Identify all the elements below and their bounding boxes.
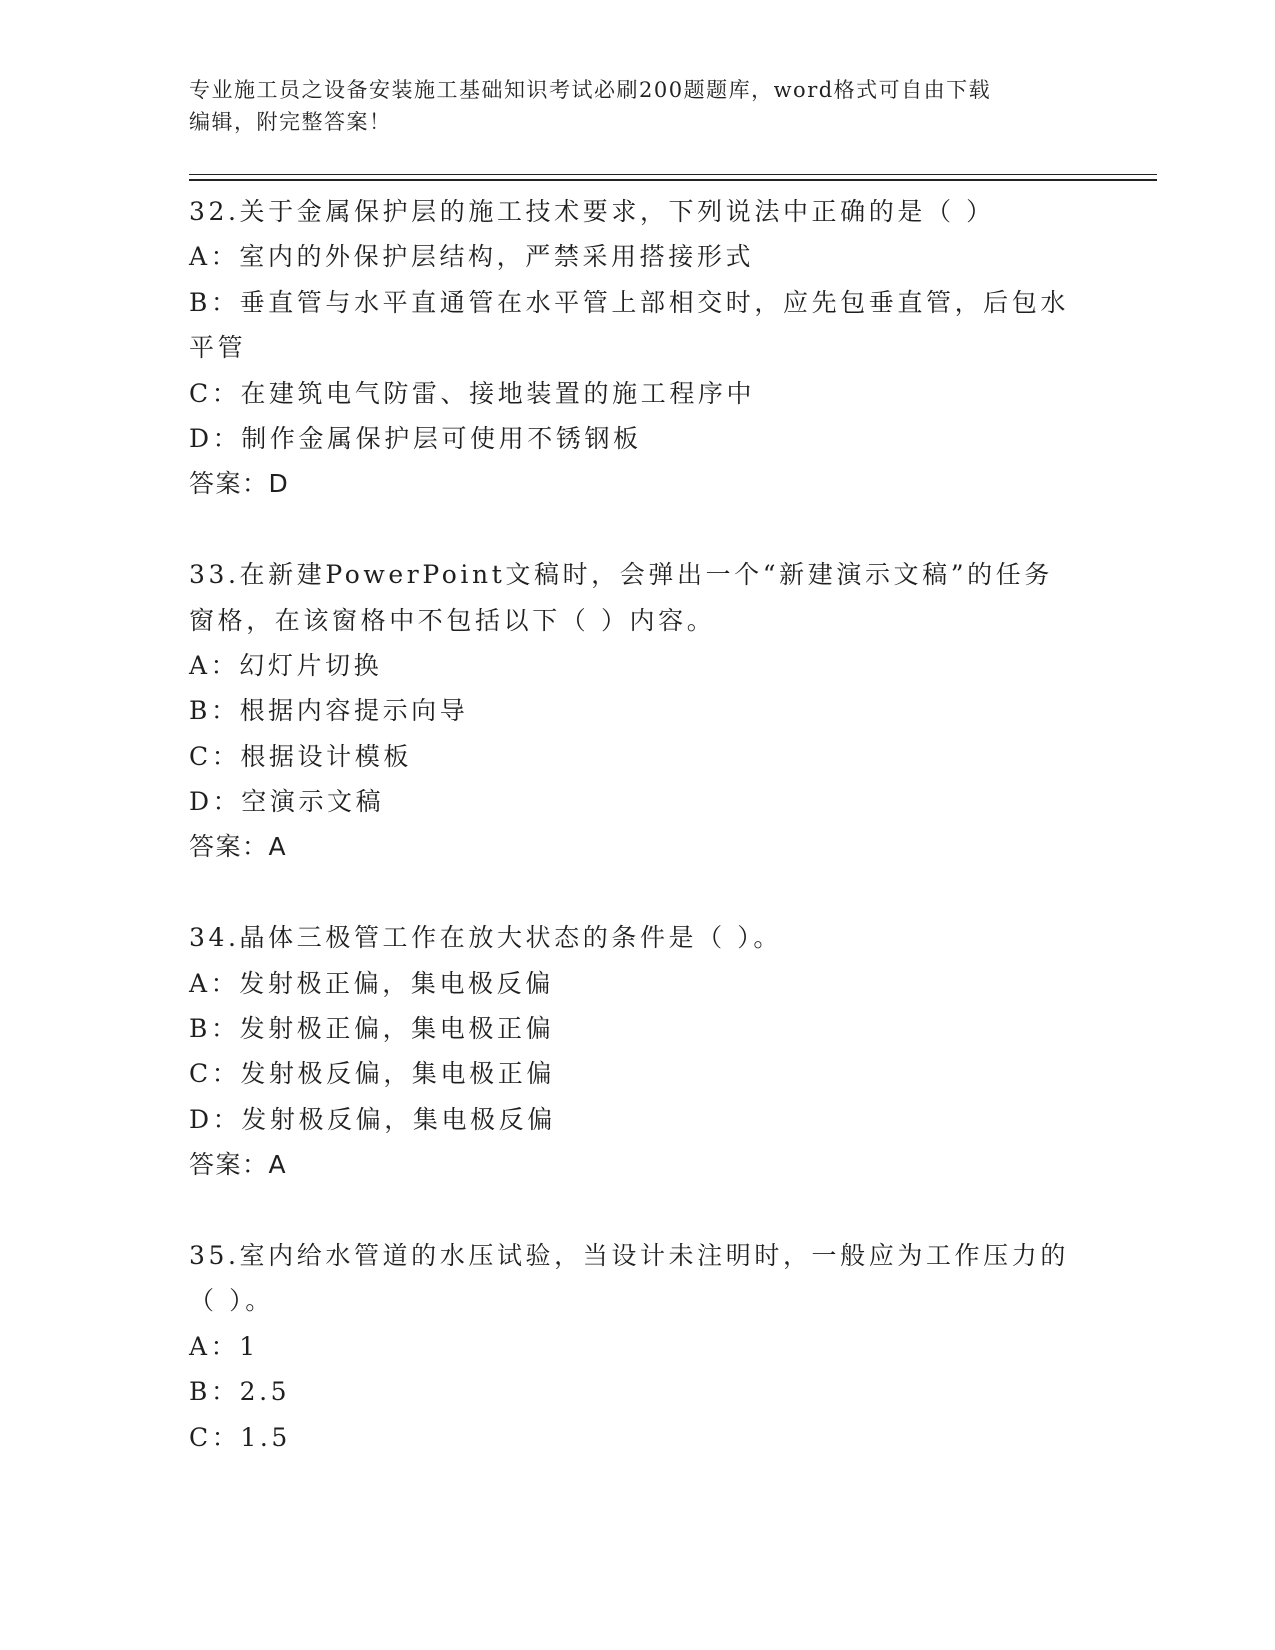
option-b: B：2.5 [189, 1377, 291, 1407]
option-c: C：发射极反偏，集电极正偏 [189, 1059, 555, 1089]
option-b: B：根据内容提示向导 [189, 696, 469, 726]
document-header [189, 74, 1069, 138]
question-stem: 35.室内给水管道的水压试验，当设计未注明时，一般应为工作压力的 [189, 1240, 1069, 1270]
answer: 答案：A [189, 1150, 288, 1180]
question-list [189, 189, 1079, 1460]
option-a: A：发射极正偏，集电极反偏 [189, 968, 554, 998]
spacer [189, 1188, 1079, 1233]
option-b-continued: 平管 [189, 333, 247, 363]
answer: 答案：D [189, 469, 290, 499]
question-34 [189, 915, 1079, 1187]
question-stem-continued: （ ）。 [189, 1286, 274, 1316]
option-a: A：1 [189, 1331, 259, 1361]
option-c: C：1.5 [189, 1422, 291, 1452]
answer: 答案：A [189, 832, 288, 862]
question-stem: 33.在新建PowerPoint文稿时，会弹出一个“新建演示文稿”的任务 [189, 560, 1053, 590]
question-stem: 34.晶体三极管工作在放大状态的条件是（ ）。 [189, 923, 783, 953]
spacer [189, 507, 1079, 552]
header-line-1: 专业施工员之设备安装施工基础知识考试必刷200题题库，word格式可自由下载 [189, 78, 992, 102]
header-line-2: 编辑，附完整答案！ [189, 110, 392, 134]
header-divider-thin [189, 174, 1157, 175]
option-b: B：垂直管与水平直通管在水平管上部相交时，应先包垂直管，后包水 [189, 287, 1069, 317]
option-b: B：发射极正偏，集电极正偏 [189, 1014, 555, 1044]
question-stem: 32.关于金属保护层的施工技术要求，下列说法中正确的是（ ） [189, 197, 995, 226]
option-d: D：空演示文稿 [189, 787, 385, 817]
question-33 [189, 552, 1079, 870]
question-35 [189, 1233, 1079, 1460]
option-c: C：根据设计模板 [189, 741, 412, 771]
spacer [189, 870, 1079, 915]
question-stem-continued: 窗格，在该窗格中不包括以下（ ）内容。 [189, 605, 716, 635]
option-a: A：幻灯片切换 [189, 650, 383, 680]
option-d: D：制作金属保护层可使用不锈钢板 [189, 423, 642, 453]
option-a: A：室内的外保护层结构，严禁采用搭接形式 [189, 242, 755, 272]
question-32 [189, 189, 1079, 507]
option-d: D：发射极反偏，集电极反偏 [189, 1104, 556, 1134]
option-c: C：在建筑电气防雷、接地装置的施工程序中 [189, 378, 756, 408]
header-divider-thick [189, 179, 1157, 181]
